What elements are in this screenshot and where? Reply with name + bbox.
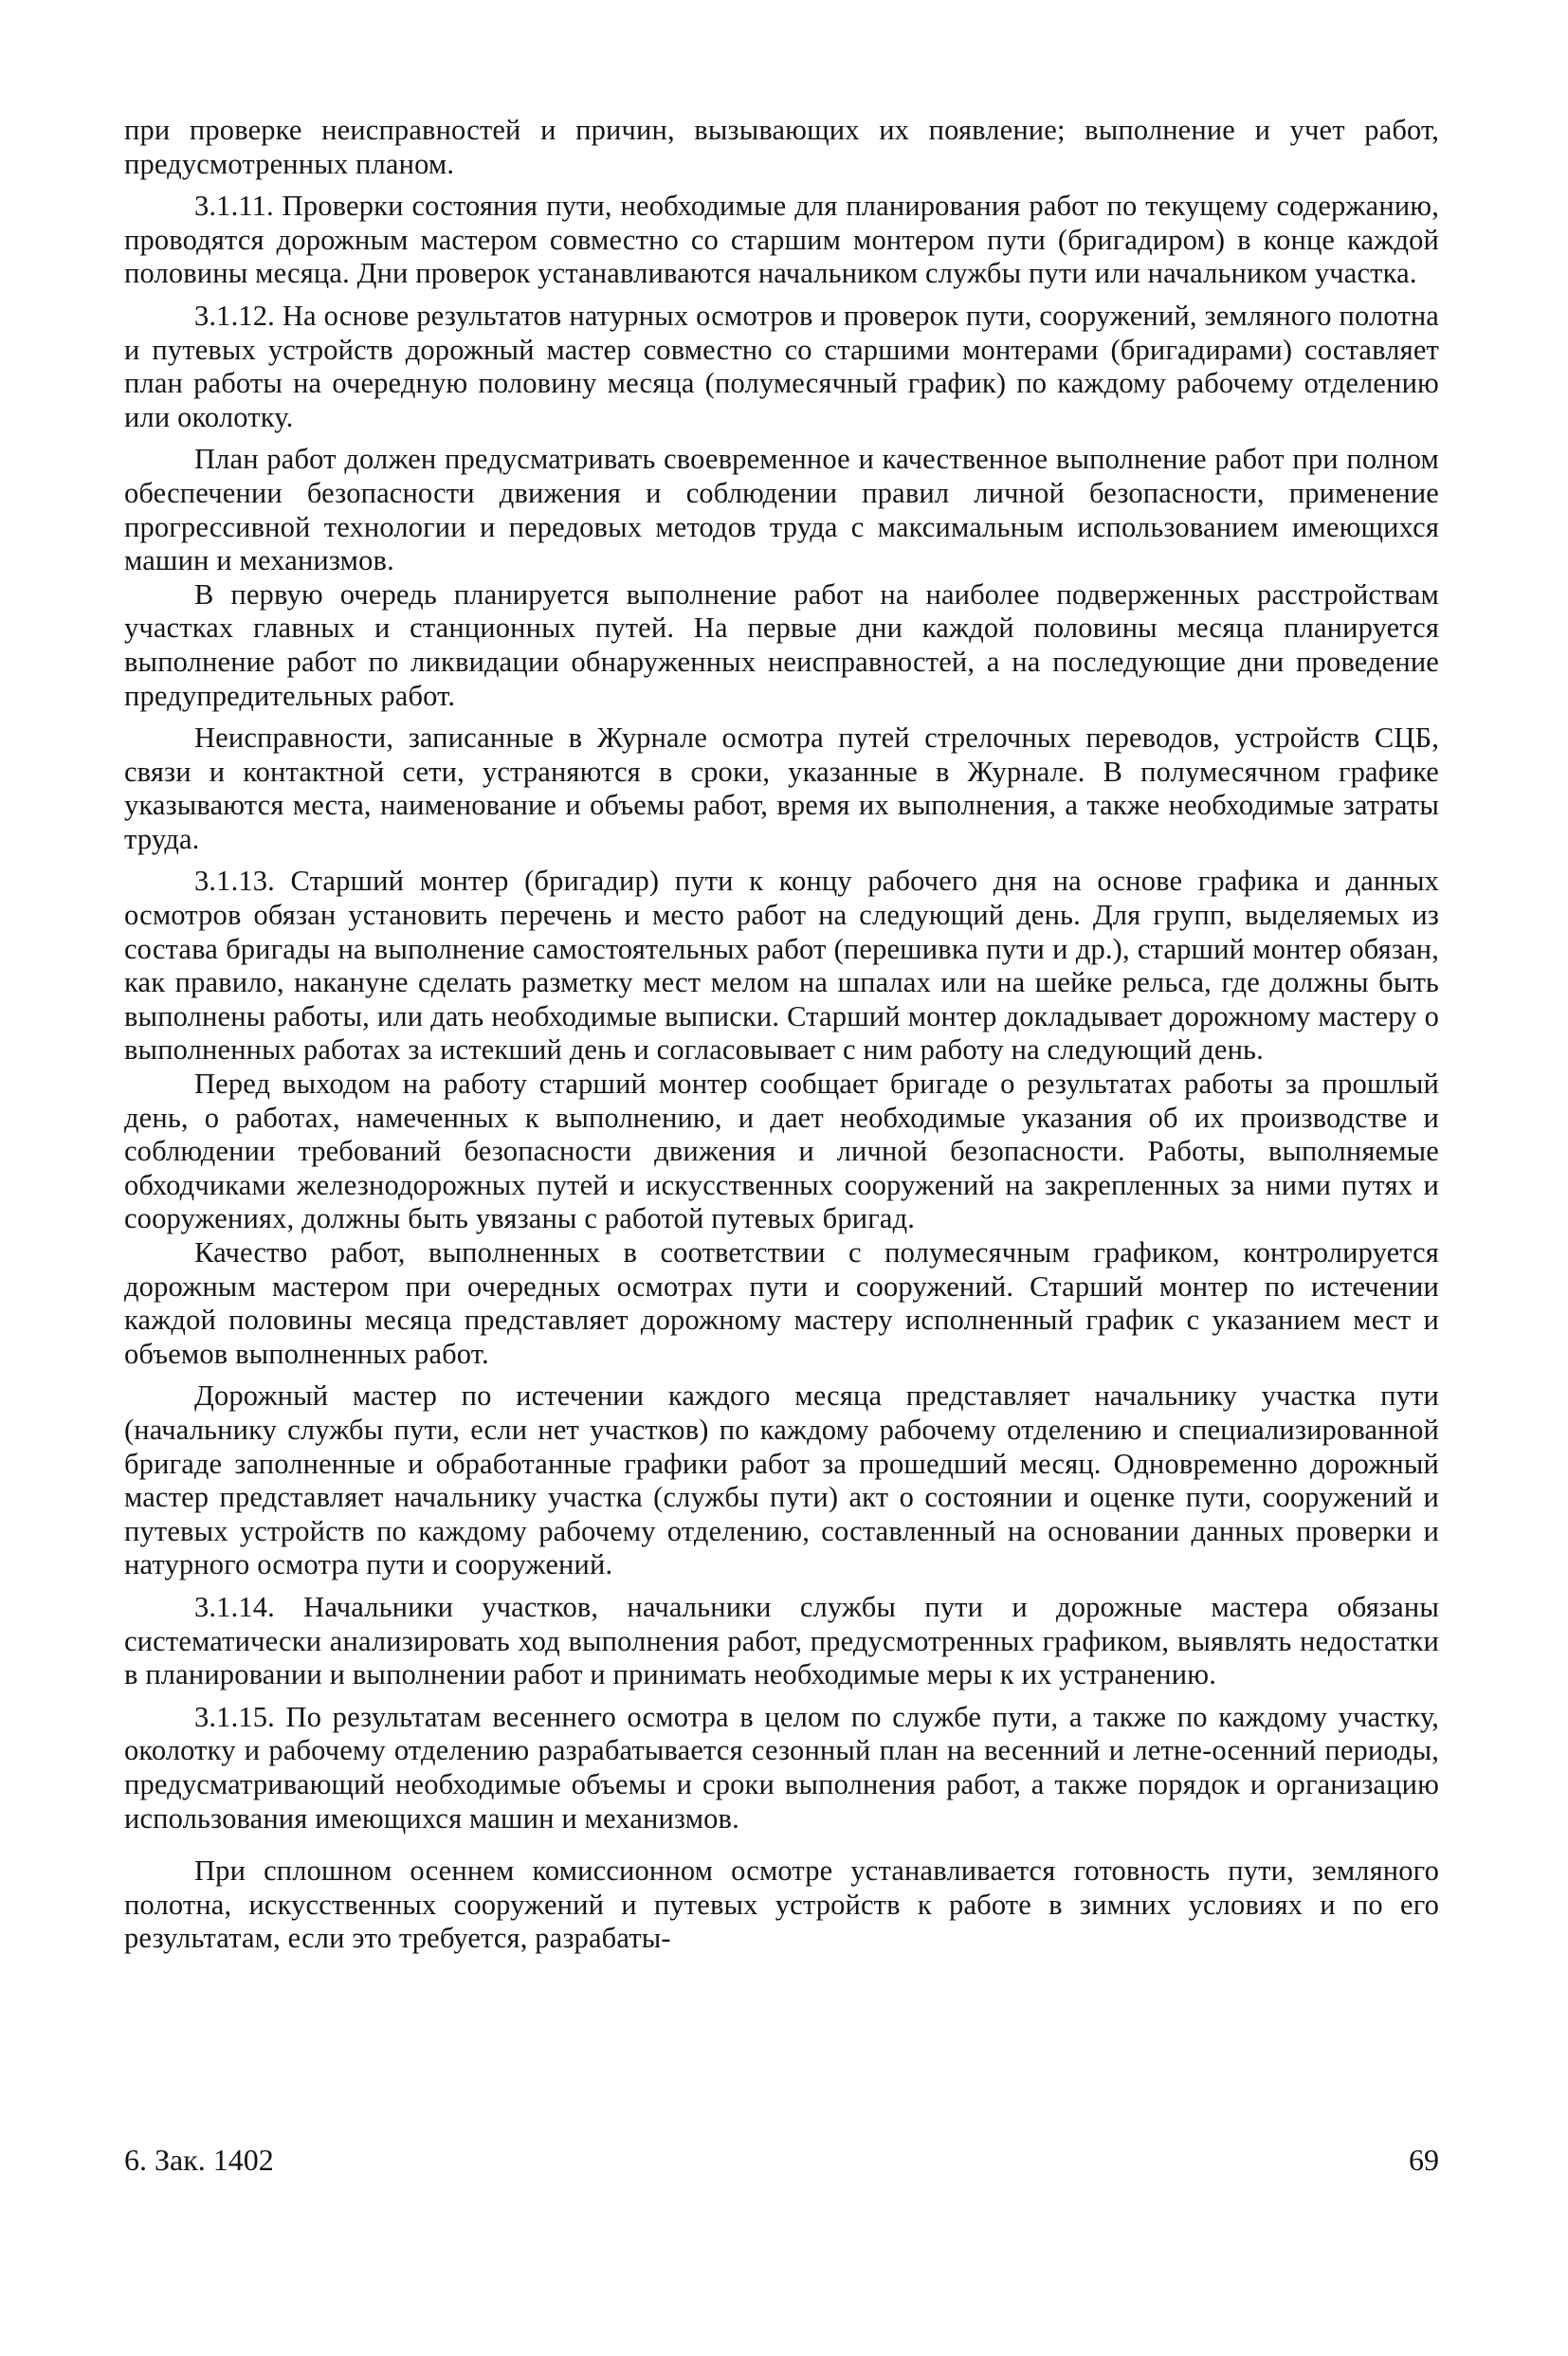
paragraph-before-work: Перед выходом на работу старший монтер сообщает бригаде о результатах работы за прошлый день, о работах, намеченных к выполнению, и дает необходимые указания об их производстве и соблюдении требований безопасности движения и личной безопасности. Работы, выполняемые обходчиками железнодорожных путей и искусственных сооружений на закрепленных за ними путях и сооружениях, должны быть увязаны с работой путевых бригад.	[124, 1068, 1439, 1235]
paragraph-3-1-11: 3.1.11. Проверки состояния пути, необходимые для планирования работ по текущему содержанию, проводятся дорожным мастером совместно со старшим монтером пути (бригадиром) в конце каждой половины месяца. Дни проверок устанавливаются начальником службы пути или начальником участка.	[124, 190, 1439, 290]
page-footer	[124, 2141, 1439, 2179]
paragraph-intro-continuation: при проверке неисправностей и причин, вызывающих их появление; выполнение и учет работ, предусмотренных планом.	[124, 114, 1439, 180]
paragraph-3-1-14: 3.1.14. Начальники участков, начальники службы пути и дорожные мастера обязаны систематически анализировать ход выполнения работ, предусмотренных графиком, выявлять недостатки в планировании и выполнении работ и принимать необходимые меры к их устранению.	[124, 1590, 1439, 1691]
paragraph-3-1-13: 3.1.13. Старший монтер (бригадир) пути к концу рабочего дня на основе графика и данных осмотров обязан установить перечень и место работ на следующий день. Для групп, выделяемых из состава бригады на выполнение самостоятельных работ (перешивка пути и др.), старший монтер обязан, как правило, накануне сделать разметку мест мелом на шпалах или на шейке рельса, где должны быть выполнены работы, или дать необходимые выписки. Старший монтер докладывает дорожному мастеру о выполненных работах за истекший день и согласовывает с ним работу на следующий день.	[124, 865, 1439, 1067]
paragraph-monthly-report: Дорожный мастер по истечении каждого месяца представляет начальнику участка пути (начальнику службы пути, если нет участков) по каждому рабочему отделению и специализированной бригаде заполненные и обработанные графики работ за прошедший месяц. Одновременно дорожный мастер представляет начальнику участка (службы пути) акт о состоянии и оценке пути, сооружений и путевых устройств по каждому рабочему отделению, составленный на основании данных проверки и натурного осмотра пути и сооружений.	[124, 1379, 1439, 1581]
paragraph-priority: В первую очередь планируется выполнение работ на наиболее подверженных расстройствам участках главных и станционных путей. На первые дни каждой половины месяца планируется выполнение работ по ликвидации обнаруженных неисправностей, а на последующие дни проведение предупредительных работ.	[124, 577, 1439, 712]
body-text	[124, 114, 1439, 1956]
paragraph-3-1-12: 3.1.12. На основе результатов натурных осмотров и проверок пути, сооружений, земляного полотна и путевых устройств дорожный мастер совместно со старшими монтерами (бригадирами) составляет план работы на очередную половину месяца (полумесячный график) по каждому рабочему отделению или околотку.	[124, 299, 1439, 433]
paragraph-quality-control: Качество работ, выполненных в соответствии с полумесячным графиком, контролируется дорожным мастером при очередных осмотрах пути и сооружений. Старший монтер по истечении каждой половины месяца представляет дорожному мастеру исполненный график с указанием мест и объемов выполненных работ.	[124, 1236, 1439, 1370]
print-signature: 6. Зак. 1402	[124, 2143, 274, 2177]
paragraph-autumn-inspection: При сплошном осеннем комиссионном осмотре устанавливается готовность пути, земляного полотна, искусственных сооружений и путевых устройств к работе в зимних условиях и по его результатам, если это требуется, разрабаты-	[124, 1854, 1439, 1955]
page-number: 69	[1409, 2143, 1439, 2177]
paragraph-defects-journal: Неисправности, записанные в Журнале осмотра путей стрелочных переводов, устройств СЦБ, связи и контактной сети, устраняются в сроки, указанные в Журнале. В полумесячном графике указываются места, наименование и объемы работ, время их выполнения, а также необходимые затраты труда.	[124, 721, 1439, 855]
paragraph-work-plan: План работ должен предусматривать своевременное и качественное выполнение работ при полном обеспечении безопасности движения и соблюдении правил личной безопасности, применение прогрессивной технологии и передовых методов труда с максимальным использованием имеющихся машин и механизмов.	[124, 443, 1439, 577]
paragraph-3-1-15: 3.1.15. По результатам весеннего осмотра в целом по службе пути, а также по каждому участку, околотку и рабочему отделению разрабатывается сезонный план на весенний и летне-осенний периоды, предусматривающий необходимые объемы и сроки выполнения работ, а также порядок и организацию использования имеющихся машин и механизмов.	[124, 1700, 1439, 1835]
